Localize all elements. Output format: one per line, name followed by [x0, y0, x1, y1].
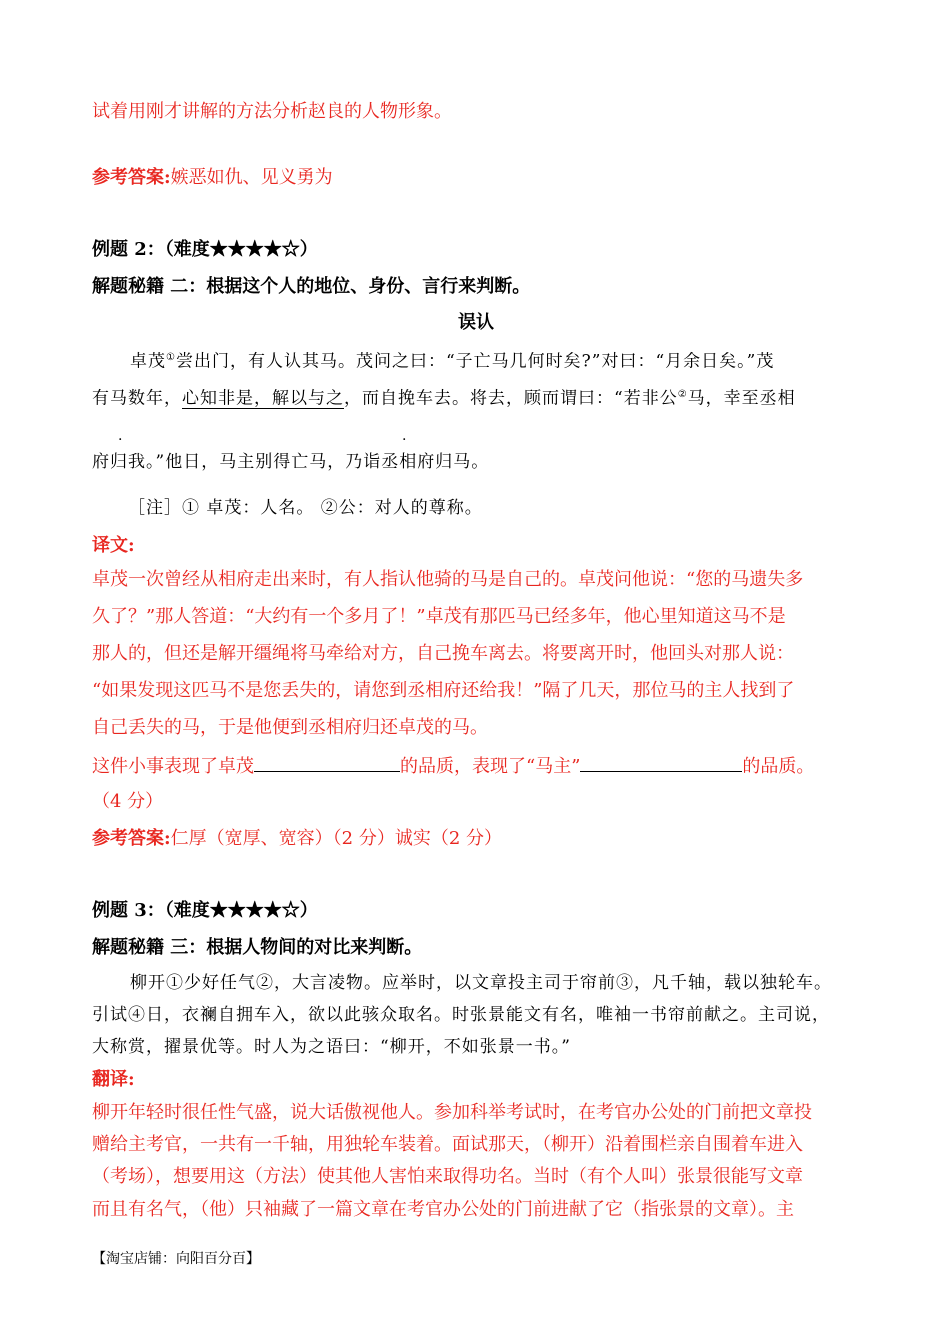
answer-blank-1[interactable]	[254, 753, 400, 772]
translation-line: 而且有名气，（他）只袖藏了一篇文章在考官办公处的门前进献了它（指张景的文章）。主	[92, 1199, 794, 1220]
passage-text: 尝出门，有人认其马。茂问之曰：“子亡马几何时矣?”对曰：“月余日矣。”茂	[175, 351, 775, 372]
question-line	[92, 753, 814, 779]
passage-text: 卓茂	[130, 351, 166, 372]
emphasis-dot: .	[118, 428, 123, 444]
page-footer: 【淘宝店铺：向阳百分百】	[92, 1251, 260, 1267]
emphasis-dot: .	[402, 428, 407, 444]
underlined-phrase: 心知非是，解以与之	[182, 388, 344, 409]
answer-2	[92, 827, 502, 851]
example-2-title: 例题 2：（难度★★★★☆）	[92, 239, 318, 260]
answer-label: 参考答案:	[92, 828, 171, 849]
translation-line: 柳开年轻时很任性气盛，说大话傲视他人。参加科举考试时，在考官办公处的门前把文章投	[92, 1102, 812, 1123]
note-mark-2: ②	[677, 389, 688, 400]
intro-prompt: 试着用刚才讲解的方法分析赵良的人物形象。	[92, 101, 452, 122]
example-3-title: 例题 3：（难度★★★★☆）	[92, 900, 318, 921]
passage-text: 有马数年，	[92, 388, 182, 409]
passage-line-3: 府归我。”他日，马主别得亡马，乃诣丞相府归马。	[92, 452, 490, 472]
answer-blank-2[interactable]	[580, 753, 742, 772]
passage-text: ，而自挽车去。将去，顾而谓曰：“若非公	[344, 388, 678, 409]
answer-label: 参考答案:	[92, 167, 171, 188]
translation-line: “如果发现这匹马不是您丢失的，请您到丞相府还给我！”隔了几天，那位马的主人找到了	[92, 680, 795, 701]
passage-line-2	[92, 383, 796, 411]
answer-1	[92, 166, 333, 190]
answer-text: 仁厚（宽厚、宽容）（2 分）诚实（2 分）	[170, 828, 503, 849]
translation-line: 那人的，但还是解开缰绳将马牵给对方，自己挽车离去。将要离开时，他回头对那人说：	[92, 643, 794, 664]
passage-3-line: 柳开①少好任气②，大言凌物。应举时，以文章投主司于帘前③，凡千轴，载以独轮车。	[130, 973, 832, 993]
translation-line: （考场），想要用这（方法）使其他人害怕来取得功名。当时（有个人叫）张景很能写文章	[92, 1166, 803, 1187]
example-3-tip: 解题秘籍 三：根据人物间的对比来判断。	[92, 937, 423, 958]
translation-line: 赠给主考官，一共有一千轴，用独轮车装着。面试那天，（柳开）沿着围栏亲自围着车进入	[92, 1134, 803, 1155]
translation-label-3: 翻译:	[92, 1069, 135, 1090]
question-points: （4 分）	[92, 791, 164, 812]
passage-title: 误认	[458, 312, 494, 333]
translation-line: 卓茂一次曾经从相府走出来时，有人指认他骑的马是自己的。卓茂问他说：“您的马遗失多	[92, 569, 804, 590]
passage-3-line: 引试④日，衣襕自拥车入，欲以此骇众取名。时张景能文有名，唯袖一书帘前献之。主司说，	[92, 1005, 830, 1025]
passage-notes: ［注］① 卓茂：人名。 ②公：对人的尊称。	[128, 498, 483, 518]
question-part-a: 这件小事表现了卓茂	[92, 756, 254, 777]
question-part-c: 的品质。	[742, 756, 815, 777]
translation-label: 译文:	[92, 535, 135, 556]
passage-text: 马，幸至丞相	[687, 388, 796, 409]
question-part-b: 的品质，表现了“马主”	[400, 756, 581, 777]
translation-line: 久了？”那人答道：“大约有一个多月了！”卓茂有那匹马已经多年，他心里知道这马不是	[92, 606, 786, 627]
passage-line-1	[130, 346, 774, 374]
passage-3-line: 大称赏，擢景优等。时人为之语曰：“柳开，不如张景一书。”	[92, 1037, 571, 1057]
answer-text: 嫉恶如仇、见义勇为	[170, 167, 333, 188]
translation-line: 自己丢失的马，于是他便到丞相府归还卓茂的马。	[92, 717, 488, 738]
note-mark-1: ①	[166, 352, 176, 363]
example-2-tip: 解题秘籍 二：根据这个人的地位、身份、言行来判断。	[92, 276, 531, 297]
